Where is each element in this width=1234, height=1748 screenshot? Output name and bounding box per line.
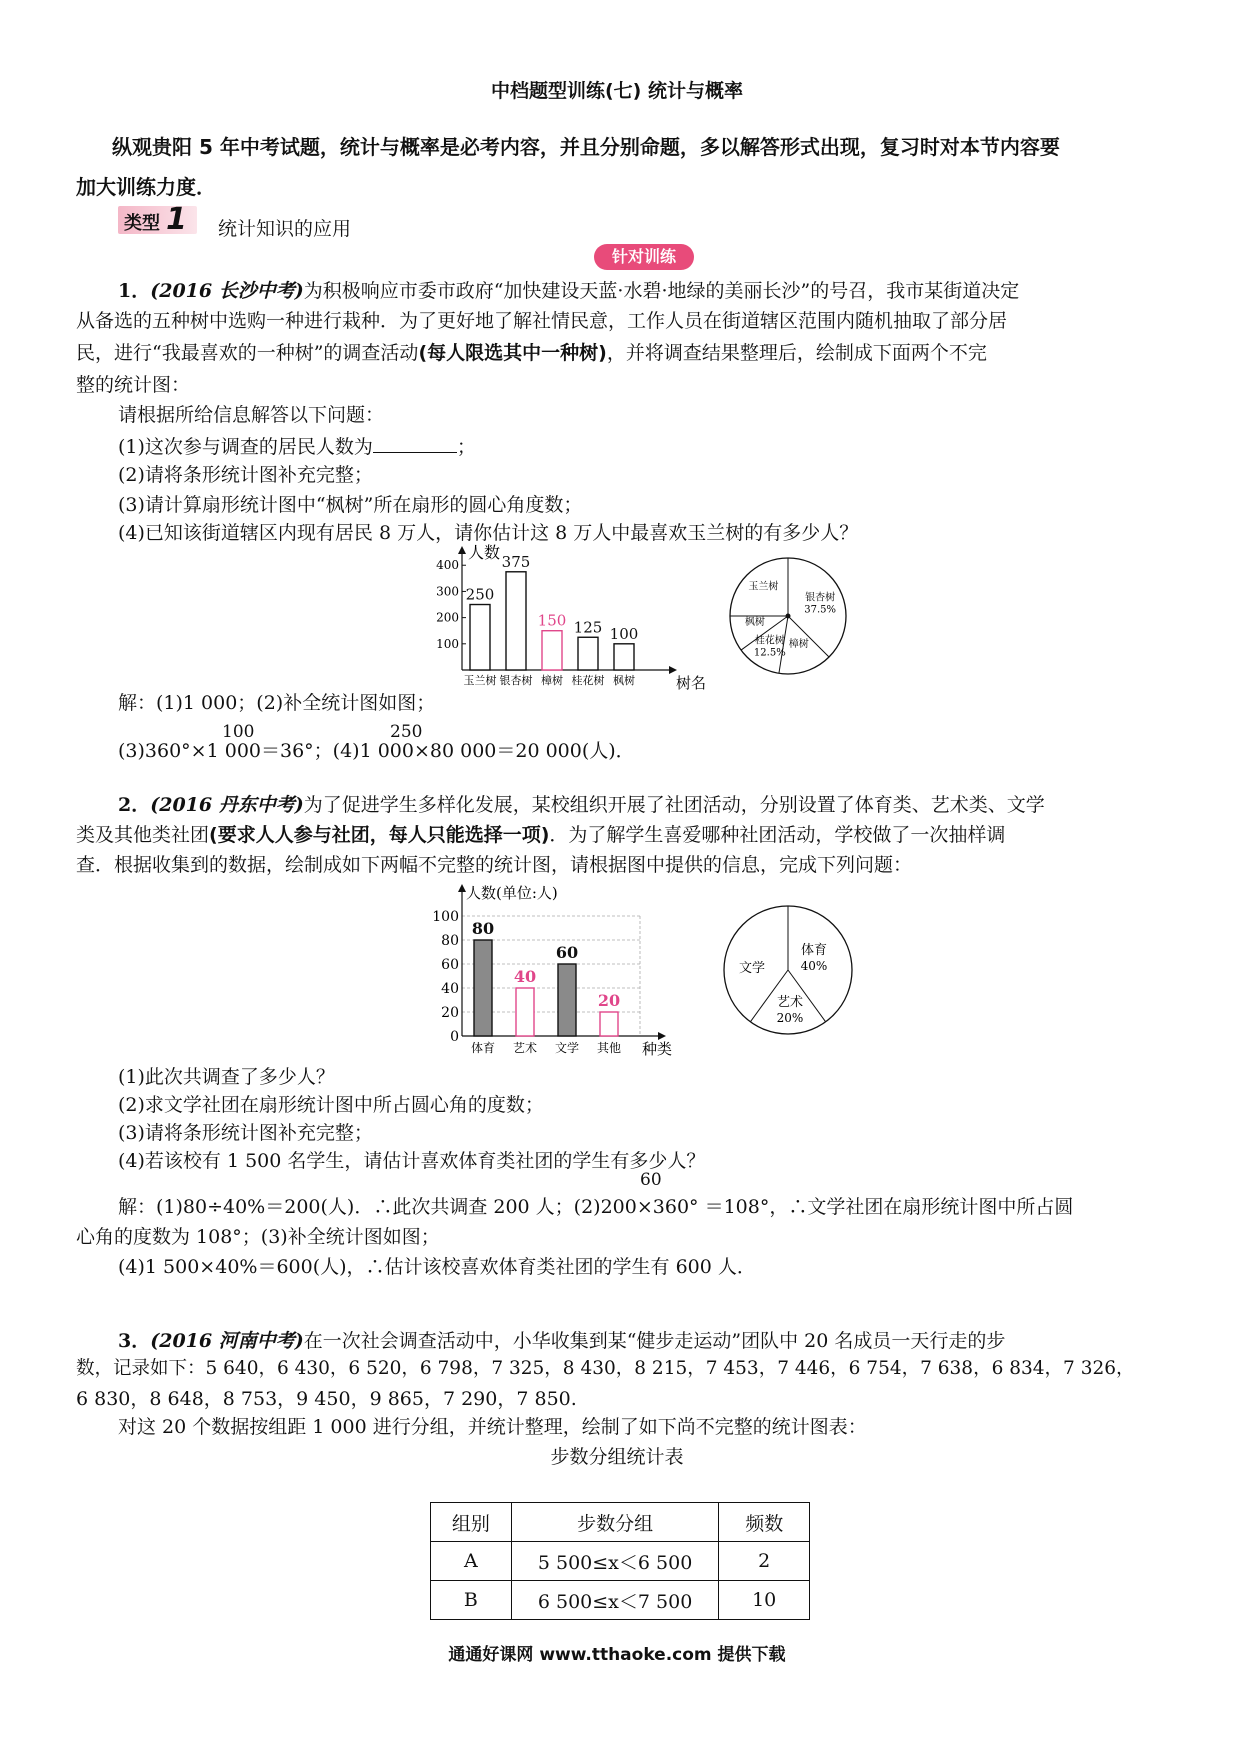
x-tick-label: 桂花树 [571, 674, 605, 687]
intro-line-2: 加大训练力度． [76, 175, 216, 199]
q1-text-3a: 民，进行“我最喜欢的一种树”的调查活动 [76, 342, 419, 364]
practice-ribbon: 针对训练 [594, 244, 694, 270]
q2-sub-3: (3)请将条形统计图补充完整； [118, 1122, 373, 1144]
q2-line-1 [118, 790, 1045, 820]
y-tick-label: 40 [441, 981, 459, 997]
pie-slice-label: 樟树 [788, 639, 809, 651]
bar [558, 964, 576, 1036]
bar [614, 644, 634, 670]
y-tick-label: 0 [450, 1029, 459, 1045]
q3-table-title: 步数分组统计表 [550, 1446, 684, 1468]
bar [600, 1012, 618, 1036]
q1-answer-2: (3)360°×1 000＝36°；(4)1 000×80 000＝20 000(人)． [118, 740, 635, 762]
q2-sub-4: (4)若该校有 1 500 名学生，请估计喜欢体育类社团的学生有多少人？ [118, 1150, 706, 1172]
y-tick-label: 100 [432, 909, 459, 925]
bar-value-label: 40 [513, 967, 537, 986]
q1-pie-chart [720, 552, 860, 682]
bar [506, 572, 526, 670]
cell-frequency: 2 [719, 1542, 810, 1581]
pie-slice-label: 文学 [738, 961, 766, 976]
x-tick-label: 玉兰树 [463, 674, 497, 687]
q3-line-3: 6 830，8 648，8 753，9 450，9 865，7 290，7 850. [76, 1388, 577, 1410]
cell-range: 5 500≤x＜6 500 [511, 1542, 719, 1581]
x-tick-label: 艺术 [512, 1041, 538, 1055]
type-badge [118, 202, 197, 237]
y-axis-label: 人数 [468, 543, 501, 562]
intro-line-1: 纵观贵阳 5 年中考试题，统计与概率是必考内容，并且分别命题，多以解答形式出现，复习时对本节内容要 [112, 135, 1060, 159]
bar [474, 940, 492, 1036]
q1-sub-3: (3)请计算扇形统计图中“枫树”所在扇形的圆心角度数； [118, 494, 583, 516]
section-title: 统计知识的应用 [218, 218, 352, 240]
x-tick-label: 樟树 [541, 674, 563, 687]
y-tick-label: 400 [436, 558, 459, 573]
table-row [431, 1542, 810, 1581]
x-tick-label: 银杏树 [499, 674, 533, 687]
x-tick-label: 体育 [470, 1041, 496, 1055]
bar [578, 637, 598, 670]
cell-group: B [431, 1581, 512, 1620]
y-axis-label: 人数(单位:人) [466, 884, 558, 902]
steps-table [430, 1502, 810, 1620]
bar [542, 631, 562, 670]
y-tick-label: 20 [441, 1005, 459, 1021]
q1-frac-1-numerator: 100 [222, 722, 255, 742]
q1-line-2: 从备选的五种树中选购一种进行栽种．为了更好地了解社情民意，工作人员在街道辖区范围内随机抽取了部分居 [76, 310, 1008, 332]
bar [470, 605, 490, 670]
header-frequency: 频数 [719, 1503, 810, 1542]
q1-sub-1a: (1)这次参与调查的居民人数为 [118, 436, 373, 458]
q3-number: 3． [118, 1330, 151, 1352]
cell-range: 6 500≤x＜7 500 [511, 1581, 719, 1620]
pie-center [786, 614, 791, 619]
bar-value-label: 125 [573, 618, 603, 637]
pie-slice-value: 37.5% [804, 604, 837, 616]
q3-line-4: 对这 20 个数据按组距 1 000 进行分组，并统计整理，绘制了如下尚不完整的统计图表： [118, 1416, 867, 1438]
q1-prompt: 请根据所给信息解答以下问题： [118, 404, 385, 426]
q1-text-1: 为积极响应市委市政府“加快建设天蓝·水碧·地绿的美丽长沙”的号召，我市某街道决定 [303, 280, 1020, 302]
q2-answer-2: 心角的度数为 108°；(3)补全统计图如图； [76, 1226, 440, 1248]
table-row [431, 1581, 810, 1620]
q1-answer-1: 解：(1)1 000；(2)补全统计图如图； [118, 692, 436, 714]
bar [516, 988, 534, 1036]
pie-slice-label: 艺术 [776, 995, 804, 1010]
q1-text-3b: (每人限选其中一种树) [418, 342, 607, 364]
bar-value-label: 80 [471, 919, 495, 938]
pie-slice-label: 桂花树 [754, 635, 785, 647]
bar-value-label: 375 [501, 552, 531, 571]
y-axis-arrow [458, 546, 466, 554]
q2-sub-1: (1)此次共调查了多少人？ [118, 1066, 335, 1088]
q2-text-2b: (要求人人参与社团，每人只能选择一项) [209, 824, 550, 846]
q1-number: 1． [118, 280, 151, 302]
x-axis-arrow [669, 666, 677, 674]
pie-slice-value: 40% [800, 959, 828, 973]
type-badge-label: 类型 [124, 213, 160, 234]
q2-line-2 [76, 820, 1005, 850]
q2-pie-chart [718, 900, 858, 1040]
y-tick-label: 60 [441, 957, 459, 973]
q2-frac-numerator: 60 [640, 1170, 662, 1190]
x-axis-label: 树名 [676, 674, 707, 690]
q1-sub-1b: ； [456, 436, 476, 458]
bar-value-label: 60 [555, 943, 579, 962]
q3-text-1: 在一次社会调查活动中，小华收集到某“健步走运动”团队中 20 名成员一天行走的步 [303, 1330, 1006, 1352]
bar-value-label: 150 [537, 611, 567, 630]
q3-source: (2016 河南中考) [150, 1330, 304, 1352]
q1-bar-chart [424, 540, 714, 690]
y-tick-label: 80 [441, 933, 459, 949]
x-tick-label: 文学 [554, 1041, 580, 1055]
q2-sub-2: (2)求文学社团在扇形统计图中所占圆心角的度数； [118, 1094, 544, 1116]
pie-slice-label: 玉兰树 [748, 581, 779, 593]
y-tick-label: 200 [436, 610, 459, 625]
x-tick-label: 枫树 [613, 674, 635, 687]
q1-line-1 [118, 276, 1019, 306]
footer-credit: 通通好课网 www.tthaoke.com 提供下载 [448, 1645, 786, 1665]
q3-line-2: 数，记录如下：5 640，6 430，6 520，6 798，7 325，8 430，8 215，7 453，7 446，6 754，7 638，6 834，7 326， [76, 1358, 1135, 1379]
q1-source: (2016 长沙中考) [150, 280, 304, 302]
cell-frequency: 10 [719, 1581, 810, 1620]
q1-line-4: 整的统计图： [76, 374, 191, 396]
cell-group: A [431, 1542, 512, 1581]
pie-slice-value: 12.5% [753, 647, 786, 659]
q1-sub-2: (2)请将条形统计图补充完整； [118, 464, 373, 486]
steps-table-header [431, 1503, 810, 1542]
q2-number: 2． [118, 794, 151, 816]
header-range: 步数分组 [511, 1503, 719, 1542]
x-tick-label: 其他 [596, 1041, 622, 1055]
q1-sub-1 [118, 430, 476, 462]
bar-value-label: 100 [609, 624, 639, 643]
pie-slice-label: 银杏树 [805, 592, 836, 604]
q2-answer-3: (4)1 500×40%＝600(人)，∴估计该校喜欢体育类社团的学生有 600 人． [118, 1256, 756, 1278]
q2-line-3: 查．根据收集到的数据，绘制成如下两幅不完整的统计图，请根据图中提供的信息，完成下列问题： [76, 854, 913, 876]
y-axis-arrow [458, 884, 466, 892]
bar-value-label: 20 [597, 991, 621, 1010]
x-axis-label: 种类 [642, 1040, 673, 1058]
pie-slice-label: 体育 [800, 943, 828, 958]
type-badge-number: 1 [166, 202, 187, 237]
q1-sub-4: (4)已知该街道辖区内现有居民 8 万人，请你估计这 8 万人中最喜欢玉兰树的有多少人？ [118, 522, 859, 544]
page-title: 中档题型训练(七) 统计与概率 [491, 80, 743, 102]
y-tick-label: 100 [436, 636, 459, 651]
q2-bar-chart [430, 878, 690, 1058]
x-axis-arrow [658, 1032, 666, 1040]
q2-text-1: 为了促进学生多样化发展，某校组织开展了社团活动，分别设置了体育类、艺术类、文学 [303, 794, 1045, 816]
q1-frac-2-numerator: 250 [390, 722, 423, 742]
pie-slice-label: 枫树 [744, 616, 765, 628]
bar-value-label: 250 [465, 585, 495, 604]
y-tick-label: 300 [436, 584, 459, 599]
q3-line-1 [118, 1326, 1005, 1356]
pie-slice-value: 20% [776, 1011, 804, 1025]
q1-answer-blank [373, 430, 457, 453]
q1-text-3c: ，并将调查结果整理后，绘制成下面两个不完 [606, 342, 987, 364]
q2-text-2c: ．为了解学生喜爱哪种社团活动，学校做了一次抽样调 [549, 824, 1006, 846]
header-group: 组别 [431, 1503, 512, 1542]
q2-source: (2016 丹东中考) [150, 794, 304, 816]
q2-answer-1: 解：(1)80÷40%＝200(人)．∴此次共调查 200 人；(2)200×360° ＝108°，∴文学社团在扇形统计图中所占圆 [118, 1196, 1074, 1218]
q1-line-3 [76, 338, 987, 368]
q2-text-2a: 类及其他类社团 [76, 824, 210, 846]
